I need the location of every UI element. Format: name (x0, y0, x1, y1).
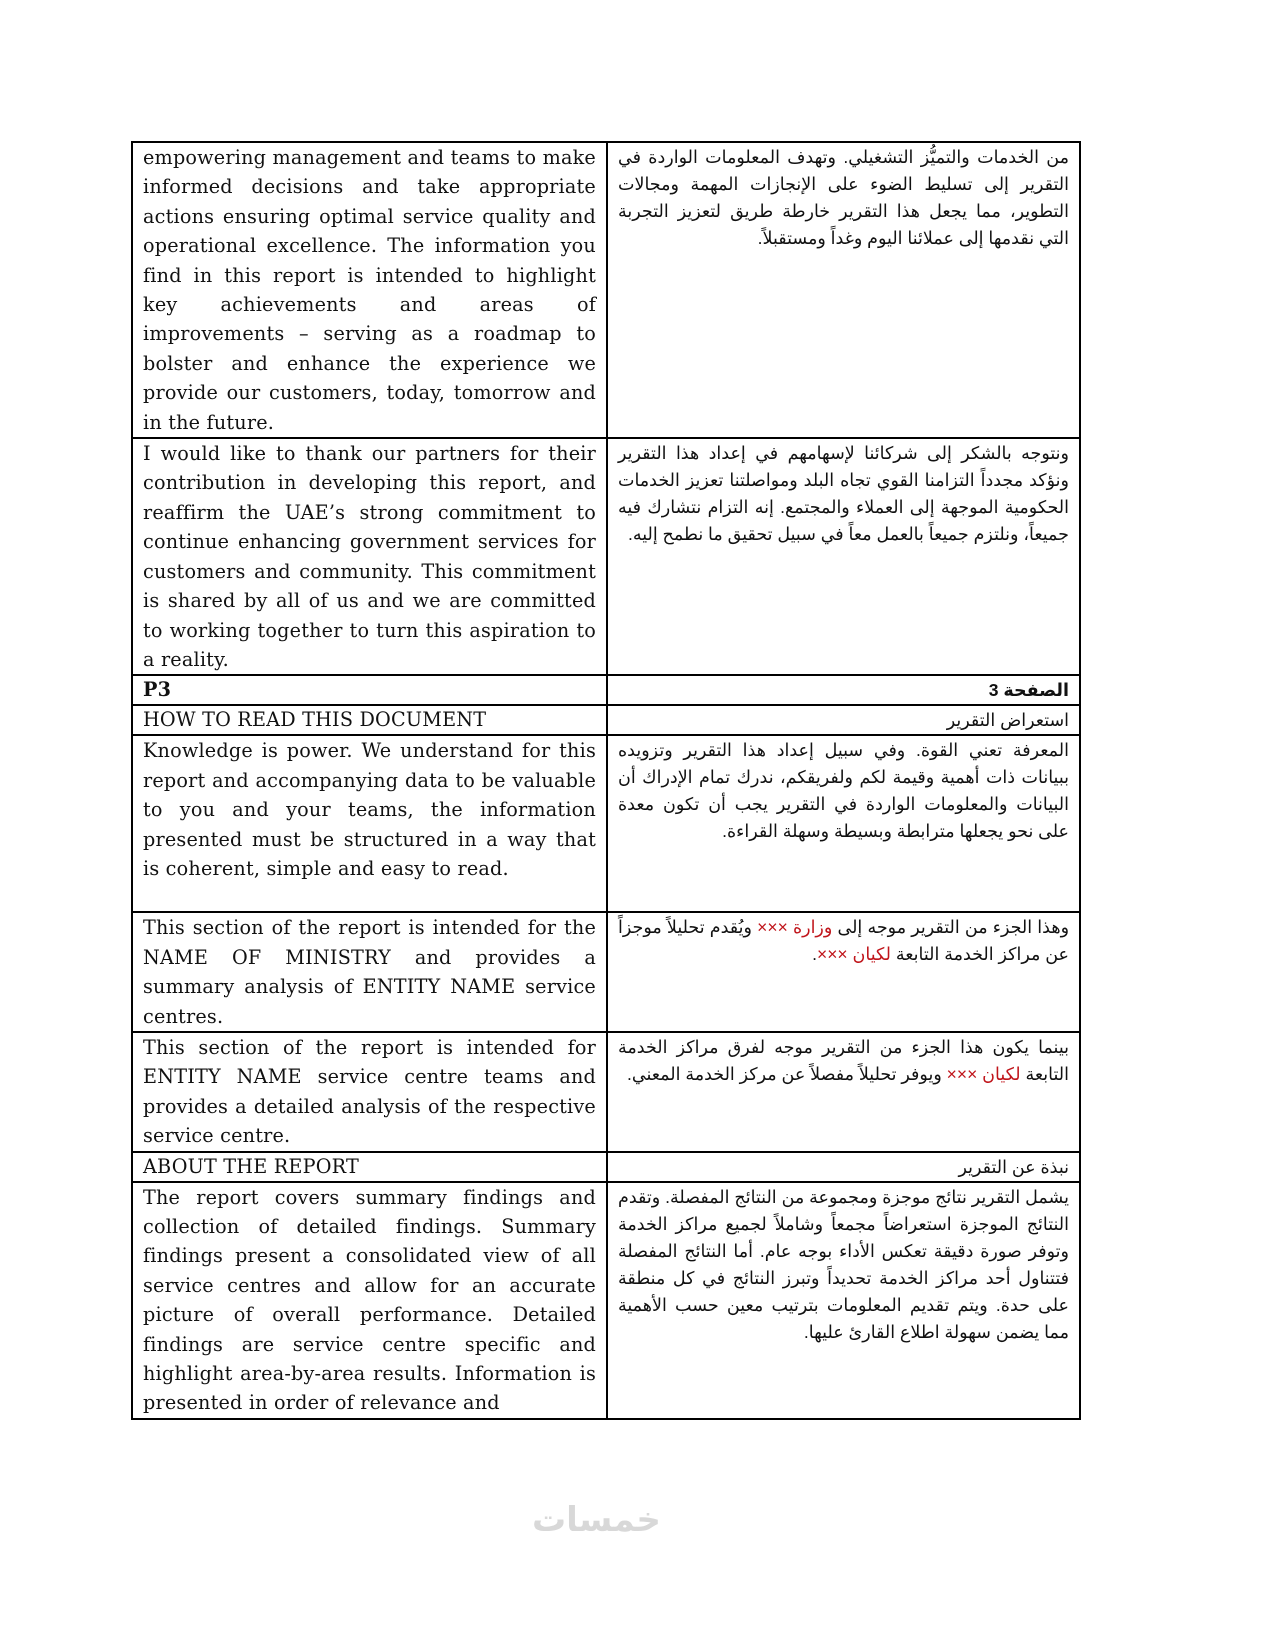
page-number-ar: الصفحة 3 (607, 675, 1080, 705)
english-cell: empowering management and teams to make informed decisions and take appropriate actions ensuring optimal service quality and operational excellence. The information you find in this report is intended to highlight key achievements and areas of improvements – serving as a roadmap to bolster and enhance the experience we provide our customers, today, tomorrow and in the future. (132, 142, 607, 438)
watermark-logo: خمسات (532, 1500, 661, 1540)
entity-placeholder: لكيان ××× (946, 1063, 1021, 1084)
text: . (812, 944, 817, 965)
section-heading-en: ABOUT THE REPORT (132, 1152, 607, 1182)
text: ويوفر تحليلاً مفصلاً عن مركز الخدمة المعني. (627, 1063, 947, 1084)
english-cell: The report covers summary findings and collection of detailed findings. Summary findings present a consolidated view of all service centres and allow for an accurate picture of overall performance. Detailed findings are service centre specific and highlight area-by-area results. Information is presented in order of relevance and (132, 1182, 607, 1419)
bilingual-table (131, 141, 1081, 1420)
arabic-cell: المعرفة تعني القوة. وفي سبيل إعداد هذا التقرير وتزويده ببيانات ذات أهمية وقيمة لكم ولفريقكم، ندرك تمام الإدراك أن البيانات والمعلومات الواردة في التقرير يجب أن تكون معدة على نحو يجعلها مترابطة وبسيطة وسهلة القراءة. (607, 735, 1080, 912)
section-heading-row (132, 1152, 1080, 1182)
table-row (132, 142, 1080, 438)
section-heading-ar: استعراض التقرير (607, 705, 1080, 735)
arabic-cell: ونتوجه بالشكر إلى شركائنا لإسهامهم في إعداد هذا التقرير ونؤكد مجدداً التزامنا القوي تجاه البلد ومواصلتنا تعزيز الخدمات الحكومية الموجهة إلى العملاء والمجتمع. إنه التزام نتشارك فيه جميعاً، ونلتزم جميعاً بالعمل معاً في سبيل تحقيق ما نطمح إليه. (607, 438, 1080, 675)
section-heading-row (132, 705, 1080, 735)
section-heading-en: HOW TO READ THIS DOCUMENT (132, 705, 607, 735)
text: وهذا الجزء من التقرير موجه إلى (832, 917, 1070, 938)
section-heading-ar: نبذة عن التقرير (607, 1152, 1080, 1182)
table-row (132, 1182, 1080, 1419)
english-cell: This section of the report is intended for ENTITY NAME service centre teams and provides a detailed analysis of the respective service centre. (132, 1032, 607, 1152)
english-cell: Knowledge is power. We understand for this report and accompanying data to be valuable to you and your teams, the information presented must be structured in a way that is coherent, simple and easy to read. (132, 735, 607, 912)
table-row (132, 912, 1080, 1032)
text: ويُقدم تحليلاً موجزاً عن مراكز الخدمة التابعة (618, 917, 1069, 965)
table-row (132, 735, 1080, 912)
page-number-row (132, 675, 1080, 705)
table-row (132, 438, 1080, 675)
arabic-cell (607, 912, 1080, 1032)
page-number-en: P3 (132, 675, 607, 705)
english-cell: This section of the report is intended for the NAME OF MINISTRY and provides a summary analysis of ENTITY NAME service centres. (132, 912, 607, 1032)
arabic-cell: يشمل التقرير نتائج موجزة ومجموعة من النتائج المفصلة. وتقدم النتائج الموجزة استعراضاً مجمعاً وشاملاً لجميع مراكز الخدمة وتوفر صورة دقيقة تعكس الأداء بوجه عام. أما النتائج المفصلة فتتناول أحد مراكز الخدمة تحديداً وتبرز النتائج في كل منطقة على حدة. ويتم تقديم المعلومات بترتيب معين حسب الأهمية مما يضمن سهولة اطلاع القارئ عليها. (607, 1182, 1080, 1419)
entity-placeholder: لكيان ××× (816, 944, 891, 965)
arabic-cell (607, 1032, 1080, 1152)
english-cell: I would like to thank our partners for their contribution in developing this report, and reaffirm the UAE’s strong commitment to continue enhancing government services for customers and community. This commitment is shared by all of us and we are committed to working together to turn this aspiration to a reality. (132, 438, 607, 675)
table-row (132, 1032, 1080, 1152)
text: بينما يكون هذا الجزء من التقرير موجه لفرق مراكز الخدمة التابعة (618, 1036, 1069, 1084)
arabic-cell: من الخدمات والتميُّز التشغيلي. وتهدف المعلومات الواردة في التقرير إلى تسليط الضوء على الإنجازات المهمة ومجالات التطوير، مما يجعل هذا التقرير خارطة طريق لتعزيز التجربة التي نقدمها إلى عملائنا اليوم وغداً ومستقبلاً. (607, 142, 1080, 438)
ministry-placeholder: وزارة ××× (757, 917, 833, 938)
